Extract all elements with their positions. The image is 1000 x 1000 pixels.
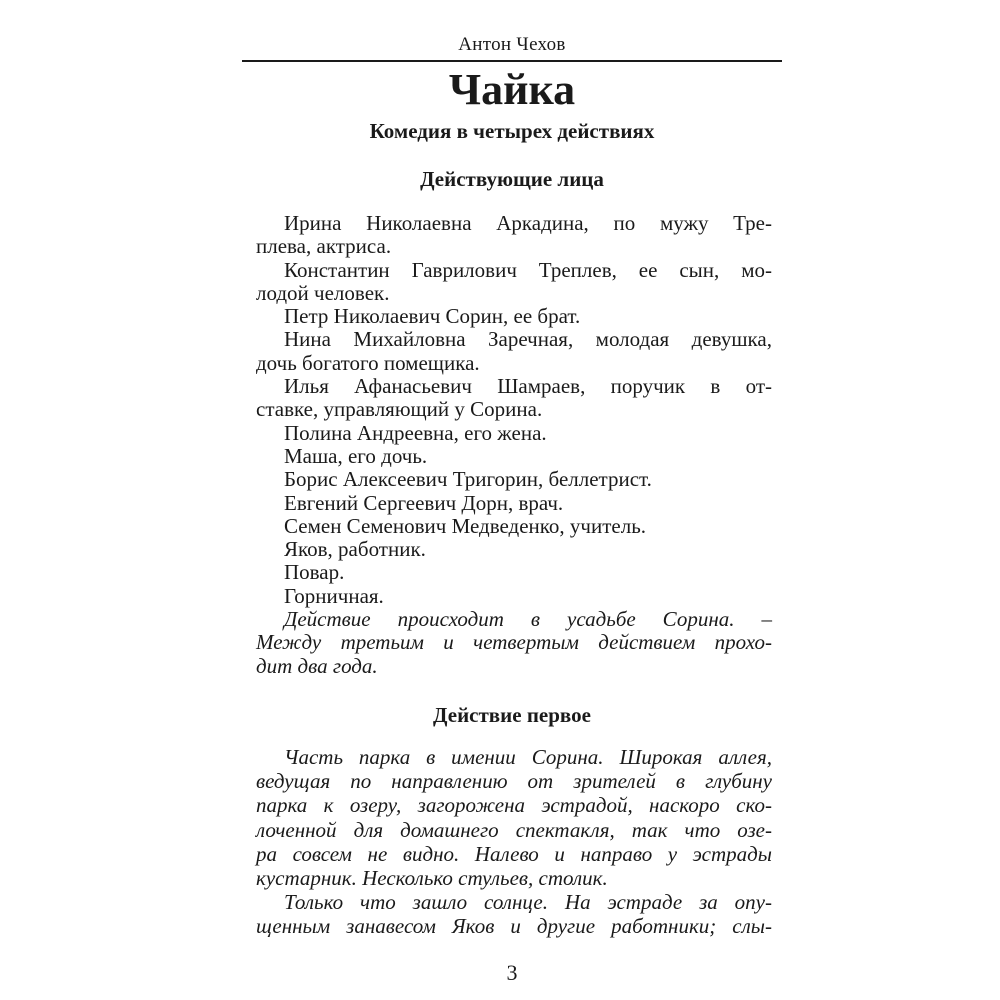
setting-note-line: дит два года. (256, 653, 378, 678)
header-rule (242, 60, 782, 62)
cast-line: плева, актриса. (256, 234, 392, 259)
cast-heading: Действующие лица (420, 167, 604, 191)
play-title: Чайка (448, 65, 576, 114)
cast-line: Евгений Сергеевич Дорн, врач. (284, 490, 564, 515)
stage-direction-line: ведущая по направлению от зрителей в глубину (256, 769, 772, 794)
stage-direction-line: Часть парка в имении Сорина. Широкая аллея, (284, 745, 772, 769)
cast-line: Петр Николаевич Сорин, ее брат. (284, 304, 581, 329)
cast-line: Маша, его дочь. (284, 443, 428, 468)
cast-line: лодой человек. (256, 280, 390, 305)
stage-direction-line: кустарник. Несколько стульев, столик. (256, 866, 608, 891)
cast-line: Горничная. (284, 583, 384, 608)
act-heading: Действие первое (433, 703, 591, 727)
stage-direction-line: щенным занавесом Яков и другие работники; слы- (256, 914, 772, 939)
cast-line: Нина Михайловна Заречная, молодая девушка, (284, 327, 772, 352)
setting-note-line: Действие происходит в усадьбе Сорина. – (284, 607, 772, 632)
cast-line: Яков, работник. (284, 537, 426, 562)
cast-line: Константин Гаврилович Треплев, ее сын, мо- (284, 257, 772, 282)
cast-line: Ирина Николаевна Аркадина, по мужу Тре- (284, 211, 772, 235)
stage-direction-line: ра совсем не видно. Налево и направо у эстрады (256, 841, 772, 866)
cast-line: дочь богатого помещика. (256, 350, 480, 375)
page-number: 3 (506, 960, 518, 985)
cast-line: Полина Андреевна, его жена. (284, 420, 547, 445)
cast-list (256, 212, 772, 678)
book-page (242, 0, 782, 1000)
stage-direction-line: Только что зашло солнце. На эстраде за опу- (284, 890, 772, 915)
cast-line: ставке, управляющий у Сорина. (256, 397, 543, 422)
cast-line: Семен Семенович Медведенко, учитель. (284, 513, 647, 538)
stage-direction-line: парка к озеру, загорожена эстрадой, наскоро ско- (256, 793, 772, 818)
stage-direction-line: лоченной для домашнего спектакля, так что озе- (256, 817, 772, 842)
cast-line: Борис Алексеевич Тригорин, беллетрист. (284, 467, 652, 492)
running-head: Антон Чехов (458, 34, 566, 55)
cast-line: Повар. (284, 560, 345, 585)
stage-direction (256, 745, 772, 939)
play-subtitle: Комедия в четырех действиях (369, 119, 655, 143)
cast-line: Илья Афанасьевич Шамраев, поручик в от- (284, 374, 772, 399)
setting-note-line: Между третьим и четвертым действием прохо- (256, 630, 772, 655)
